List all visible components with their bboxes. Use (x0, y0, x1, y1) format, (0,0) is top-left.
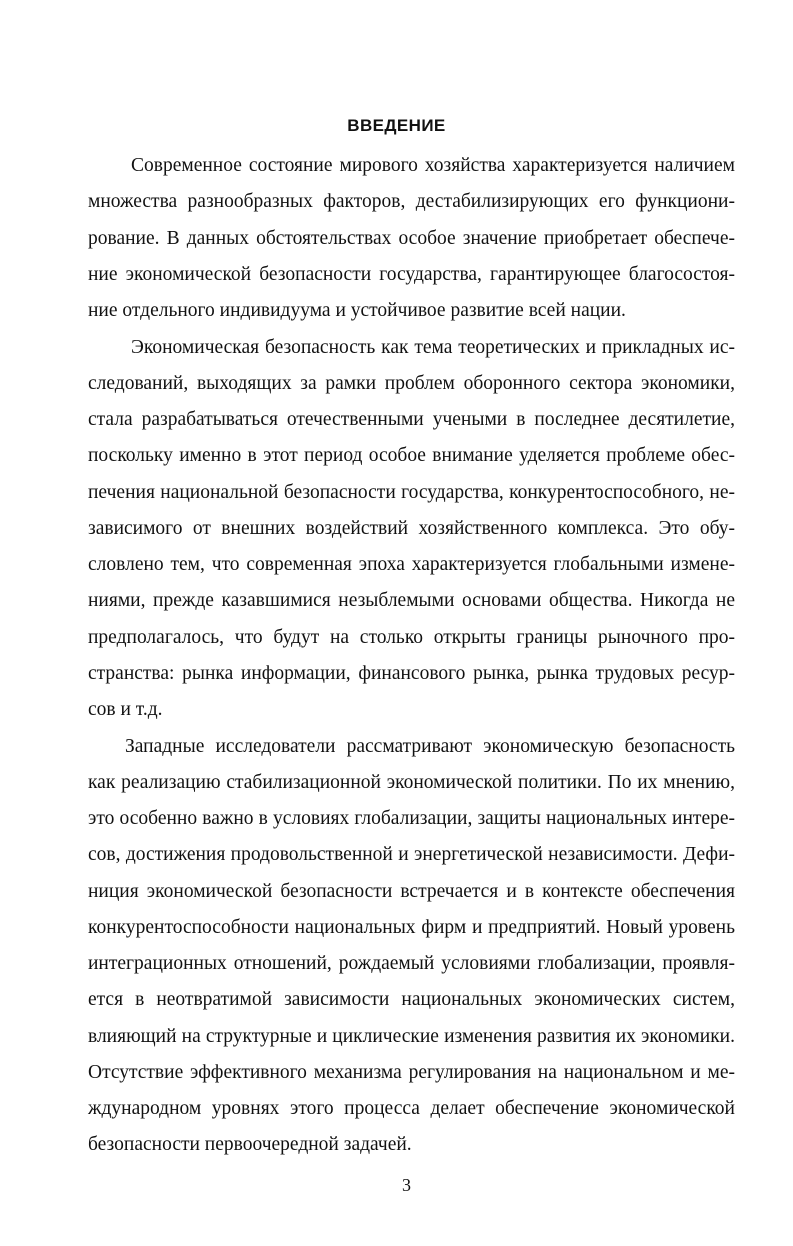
paragraph-line: конкурентоспособности национальных фирм и предприятий. Новый уровень (88, 917, 735, 938)
paragraph-line: предполагалось, что будут на столько открыты границы рыночного про- (88, 627, 735, 648)
paragraph-line: Современное состояние мирового хозяйства характеризуется наличием (131, 155, 735, 176)
paragraph-line: ждународном уровнях этого процесса делает обеспечение экономической (88, 1098, 735, 1119)
section-title: ВВЕДЕНИЕ (347, 116, 446, 135)
paragraph-line: множества разнообразных факторов, дестабилизирующих его функциони- (88, 191, 735, 212)
paragraph-line: сов, достижения продовольственной и энергетической независимости. Дефи- (88, 844, 735, 865)
paragraph-line: ниция экономической безопасности встречается и в контексте обеспечения (88, 881, 735, 902)
paragraph-line: печения национальной безопасности государства, конкурентоспособного, не- (88, 482, 735, 503)
paragraph-line: интеграционных отношений, рождаемый условиями глобализации, проявля- (88, 953, 735, 974)
paragraph-line: безопасности первоочередной задачей. (88, 1134, 412, 1155)
paragraph-line: Западные исследователи рассматривают экономическую безопасность (125, 736, 735, 757)
paragraph-line: зависимого от внешних воздействий хозяйственного комплекса. Это обу- (88, 518, 735, 539)
paragraph-line: сов и т.д. (88, 699, 163, 720)
paragraph-line: следований, выходящих за рамки проблем оборонного сектора экономики, (88, 373, 735, 394)
paragraph-line: странства: рынка информации, финансового рынка, рынка трудовых ресур- (88, 663, 735, 684)
paragraph-line: как реализацию стабилизационной экономической политики. По их мнению, (88, 772, 735, 793)
paragraph-line: ниями, прежде казавшимися незыблемыми основами общества. Никогда не (88, 590, 735, 611)
paragraph-line: ется в неотвратимой зависимости национальных экономических систем, (88, 989, 735, 1010)
paragraph-line: поскольку именно в этот период особое внимание уделяется проблеме обес- (88, 445, 735, 466)
paragraph-line: словлено тем, что современная эпоха характеризуется глобальными измене- (88, 554, 735, 575)
paragraph-line: это особенно важно в условиях глобализации, защиты национальных интере- (88, 808, 735, 829)
paragraph-line: рование. В данных обстоятельствах особое значение приобретает обеспече- (88, 228, 735, 249)
paragraph-line: Отсутствие эффективного механизма регулирования на национальном и ме- (88, 1062, 735, 1083)
paragraph-line: ние отдельного индивидуума и устойчивое развитие всей нации. (88, 300, 626, 321)
paragraph-line: влияющий на структурные и циклические изменения развития их экономики. (88, 1026, 735, 1047)
paragraph-line: ние экономической безопасности государства, гарантирующее благосостоя- (88, 264, 735, 285)
paragraph-line: стала разрабатываться отечественными учеными в последнее десятилетие, (88, 409, 735, 430)
page-number: 3 (402, 1175, 411, 1195)
paragraph-line: Экономическая безопасность как тема теоретических и прикладных ис- (131, 337, 735, 358)
